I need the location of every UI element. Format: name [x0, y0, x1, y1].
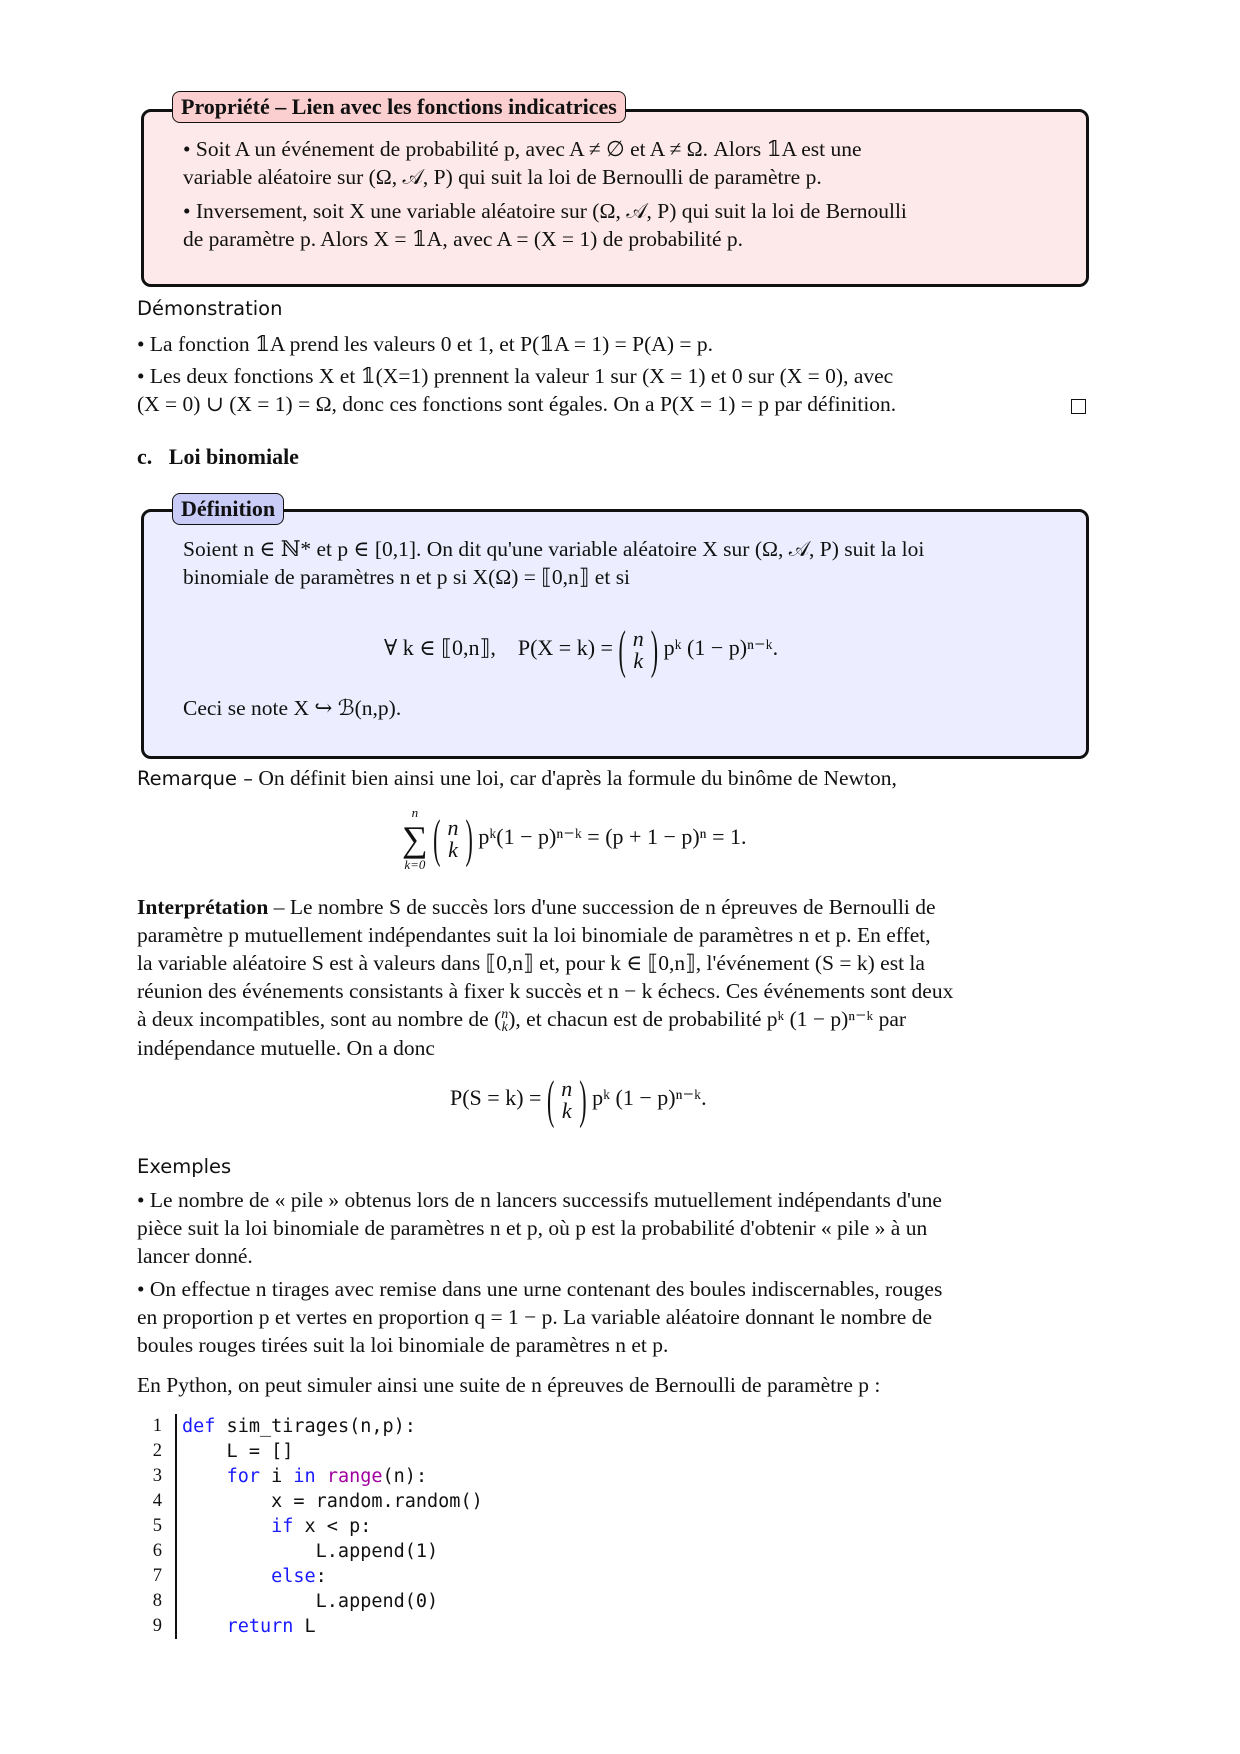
definition-formula — [384, 618, 779, 679]
demonstration-heading: Démonstration — [137, 297, 283, 320]
code-line: 9 return L — [152, 1616, 316, 1637]
interpretation-line-1: Interprétation – Le nombre S de succès lors d'une succession de n épreuves de Bernoulli de — [137, 895, 936, 919]
example-2-line-2: en proportion p et vertes en proportion q = 1 − p. La variable aléatoire donnant le nombre de — [137, 1305, 933, 1329]
demonstration-line-1: • La fonction 𝟙A prend les valeurs 0 et 1, et P(𝟙A = 1) = P(A) = p. — [137, 332, 713, 356]
demonstration-line-2: • Les deux fonctions X et 𝟙(X=1) prennent la valeur 1 sur (X = 1) et 0 sur (X = 0), avec — [137, 364, 894, 388]
small-binomial: n k — [501, 1007, 509, 1036]
property-item-2-line-2: de paramètre p. Alors X = 𝟙A, avec A = (X = 1) de probabilité p. — [183, 227, 744, 251]
example-1-line-1: • Le nombre de « pile » obtenus lors de n lancers successifs mutuellement indépendants d'une — [137, 1188, 942, 1212]
demonstration-line-3: (X = 0) ∪ (X = 1) = Ω, donc ces fonctions sont égales. On a P(X = 1) = p par définition. — [137, 392, 897, 416]
code-listing — [140, 1414, 483, 1639]
interpretation-line-3: la variable aléatoire S est à valeurs dans ⟦0,n⟧ et, pour k ∈ ⟦0,n⟧, l'événement (S = k) est la — [137, 951, 925, 975]
example-2-line-3: boules rouges tirées suit la loi binomiale de paramètres n et p. — [137, 1333, 669, 1357]
definition-formula-right: pᵏ (1 − p)ⁿ⁻ᵏ. — [663, 635, 779, 661]
property-item-2-line-1: • Inversement, soit X une variable aléatoire sur (Ω, 𝒜, P) qui suit la loi de Bernoulli — [183, 199, 907, 223]
python-intro: En Python, on peut simuler ainsi une suite de n épreuves de Bernoulli de paramètre p : — [137, 1373, 881, 1397]
code-line: 2 L = [] — [152, 1441, 294, 1462]
code-line: 7 else: — [152, 1566, 327, 1587]
definition-line-1: Soient n ∈ ℕ* et p ∈ [0,1]. On dit qu'une variable aléatoire X sur (Ω, 𝒜, P) suit la loi — [183, 537, 925, 561]
interpretation-line-5: à deux incompatibles, sont au nombre de ( n k ), et chacun est de probabilité pᵏ (1 − p)ⁿ⁻ᵏ par — [137, 1007, 907, 1036]
interpretation-line-2: paramètre p mutuellement indépendantes suit la loi binomiale de paramètres n et p. En effet, — [137, 923, 931, 947]
remark-formula: n ∑ k=0 ( n k ) pᵏ(1 − p)ⁿ⁻ᵏ = (p + 1 − p)ⁿ = 1. — [402, 805, 747, 872]
example-1-line-2: pièce suit la loi binomiale de paramètres n et p, où p est la probabilité d'obtenir « pile » à un — [137, 1216, 928, 1240]
definition-line-2: binomiale de paramètres n et p si X(Ω) = ⟦0,n⟧ et si — [183, 565, 631, 589]
code-line: 8 L.append(0) — [152, 1591, 439, 1612]
code-line: 5 if x < p: — [152, 1516, 372, 1537]
remark-label: Remarque – — [137, 767, 253, 790]
code-line: 6 L.append(1) — [152, 1541, 439, 1562]
remark-line — [137, 764, 1085, 793]
left-paren-icon: ( — [618, 618, 626, 679]
example-1-line-3: lancer donné. — [137, 1244, 253, 1268]
code-line: 3 for i in range(n): — [152, 1466, 428, 1487]
qed-square-icon — [1071, 399, 1086, 414]
remark-text: On définit bien ainsi une loi, car d'après la formule du binôme de Newton, — [258, 766, 897, 790]
code-line: 4 x = random.random() — [152, 1491, 483, 1512]
right-paren-icon: ) — [650, 618, 659, 679]
property-title: Propriété – Lien avec les fonctions indicatrices — [172, 91, 626, 123]
examples-heading: Exemples — [137, 1155, 232, 1178]
example-2-line-1: • On effectue n tirages avec remise dans une urne contenant des boules indiscernables, rouges — [137, 1277, 943, 1301]
remark-formula-right: pᵏ(1 − p)ⁿ⁻ᵏ = (p + 1 − p)ⁿ = 1. — [478, 824, 747, 850]
definition-note: Ceci se note X ↪ ℬ(n,p). — [183, 696, 402, 720]
interpretation-line-6: indépendance mutuelle. On a donc — [137, 1036, 435, 1060]
binomial-coefficient: n k — [632, 626, 644, 673]
interpretation-label: Interprétation — [137, 895, 269, 919]
interpretation-formula: P(S = k) = ( n k ) pᵏ (1 − p)ⁿ⁻ᵏ. — [450, 1068, 707, 1129]
code-line: 1 def sim_tirages(n,p): — [152, 1416, 416, 1437]
interpretation-line-4: réunion des événements consistants à fixer k succès et n − k échecs. Ces événements sont deux — [137, 979, 954, 1003]
definition-title: Définition — [172, 493, 284, 525]
property-item-1-line-2: variable aléatoire sur (Ω, 𝒜, P) qui suit la loi de Bernoulli de paramètre p. — [183, 165, 822, 189]
definition-formula-left: ∀ k ∈ ⟦0,n⟧, P(X = k) = — [384, 635, 613, 661]
property-item-2 — [183, 197, 1043, 253]
property-item-1 — [183, 135, 1043, 191]
section-heading: c. Loi binomiale — [137, 444, 299, 469]
property-item-1-line-1: • Soit A un événement de probabilité p, avec A ≠ ∅ et A ≠ Ω. Alors 𝟙A est une — [183, 137, 862, 161]
sum-icon: n ∑ k=0 — [402, 805, 428, 872]
